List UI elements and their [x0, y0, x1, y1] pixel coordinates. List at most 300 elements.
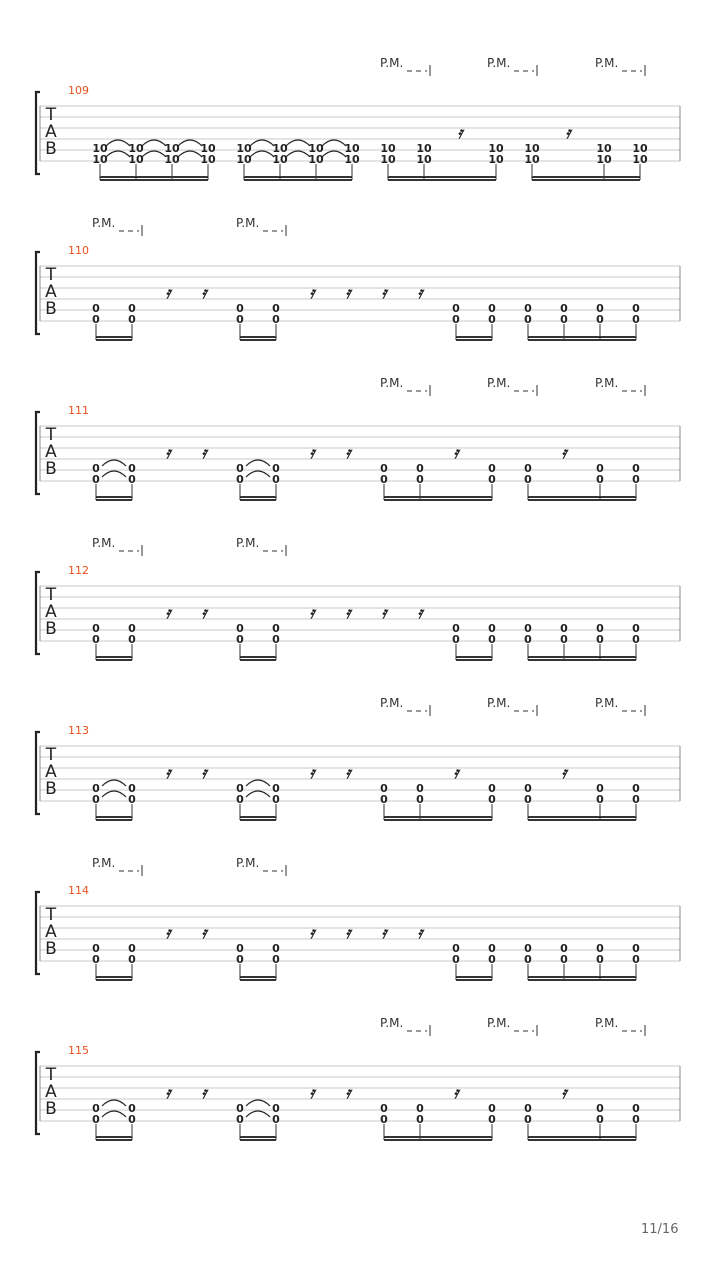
fret-number: 0 — [92, 473, 100, 486]
fret-number: 10 — [632, 142, 648, 155]
fret-number: 0 — [488, 633, 496, 646]
beam — [240, 819, 276, 821]
fret-number: 0 — [236, 313, 244, 326]
beam — [528, 1139, 636, 1141]
fret-number: 0 — [272, 622, 280, 635]
fret-number: 0 — [488, 782, 496, 795]
tab-clef-letter: A — [45, 762, 57, 782]
fret-number: 0 — [596, 793, 604, 806]
palm-mute-label: P.M. — [236, 856, 260, 870]
fret-number: 0 — [128, 462, 136, 475]
fret-number: 0 — [416, 793, 424, 806]
beam — [240, 339, 276, 341]
beam — [528, 499, 636, 501]
fret-number: 0 — [128, 473, 136, 486]
fret-number: 0 — [416, 1102, 424, 1115]
page-number: 11/16 — [641, 1222, 679, 1237]
sixteenth-rest: 𝄿 — [201, 603, 207, 622]
beam — [528, 976, 636, 978]
sixteenth-rest: 𝄿 — [309, 603, 315, 622]
fret-number: 0 — [416, 473, 424, 486]
fret-number: 0 — [92, 1113, 100, 1126]
fret-number: 0 — [452, 302, 460, 315]
tab-clef-letter: B — [45, 299, 57, 319]
fret-number: 0 — [380, 1113, 388, 1126]
tab-clef-letter: B — [45, 139, 57, 159]
sixteenth-rest: 𝄿 — [309, 1083, 315, 1102]
tab-clef-letter: T — [45, 585, 57, 605]
sixteenth-rest: 𝄿 — [165, 763, 171, 782]
measure-number: 114 — [68, 884, 89, 897]
fret-number: 0 — [128, 793, 136, 806]
fret-number: 0 — [236, 942, 244, 955]
sixteenth-rest: 𝄿 — [345, 603, 351, 622]
fret-number: 10 — [596, 153, 612, 166]
beam — [100, 176, 208, 178]
beam — [384, 1136, 492, 1138]
fret-number: 0 — [236, 462, 244, 475]
fret-number: 0 — [632, 782, 640, 795]
fret-number: 0 — [524, 1102, 532, 1115]
tie-arc — [106, 140, 130, 146]
fret-number: 10 — [488, 153, 504, 166]
tie-arc — [142, 140, 166, 146]
fret-number: 0 — [380, 793, 388, 806]
fret-number: 10 — [308, 153, 324, 166]
fret-number: 0 — [92, 302, 100, 315]
fret-number: 0 — [272, 473, 280, 486]
fret-number: 0 — [92, 622, 100, 635]
fret-number: 0 — [524, 782, 532, 795]
beam — [456, 336, 492, 338]
beam — [456, 976, 492, 978]
fret-number: 0 — [596, 633, 604, 646]
beam — [96, 1139, 132, 1141]
fret-number: 0 — [524, 473, 532, 486]
fret-number: 10 — [524, 142, 540, 155]
fret-number: 0 — [596, 462, 604, 475]
fret-number: 0 — [272, 313, 280, 326]
beam — [384, 816, 492, 818]
tab-clef-letter: B — [45, 619, 57, 639]
sixteenth-rest: 𝄿 — [201, 763, 207, 782]
palm-mute-label: P.M. — [92, 536, 116, 550]
fret-number: 0 — [596, 1102, 604, 1115]
beam — [528, 339, 636, 341]
fret-number: 0 — [488, 942, 496, 955]
fret-number: 0 — [560, 313, 568, 326]
beam — [96, 496, 132, 498]
beam — [240, 656, 276, 658]
sixteenth-rest: 𝄿 — [381, 283, 387, 302]
fret-number: 10 — [164, 153, 180, 166]
fret-number: 0 — [272, 1102, 280, 1115]
fret-number: 10 — [200, 142, 216, 155]
fret-number: 0 — [236, 633, 244, 646]
fret-number: 10 — [380, 142, 396, 155]
fret-number: 0 — [416, 1113, 424, 1126]
fret-number: 0 — [632, 622, 640, 635]
beam — [384, 499, 492, 501]
beam — [96, 656, 132, 658]
fret-number: 10 — [92, 142, 108, 155]
fret-number: 10 — [272, 153, 288, 166]
tie-arc — [106, 151, 130, 157]
fret-number: 0 — [596, 942, 604, 955]
tab-clef-letter: T — [45, 105, 57, 125]
palm-mute-label: P.M. — [487, 696, 511, 710]
fret-number: 0 — [632, 942, 640, 955]
sixteenth-rest: 𝄿 — [561, 1083, 567, 1102]
fret-number: 0 — [272, 1113, 280, 1126]
beam — [456, 979, 492, 981]
palm-mute-label: P.M. — [236, 536, 260, 550]
tie-arc — [102, 471, 126, 477]
fret-number: 0 — [380, 473, 388, 486]
fret-number: 0 — [488, 1102, 496, 1115]
fret-number: 0 — [596, 953, 604, 966]
sixteenth-rest: 𝄿 — [165, 1083, 171, 1102]
beam — [96, 1136, 132, 1138]
fret-number: 0 — [560, 302, 568, 315]
sixteenth-rest: 𝄿 — [345, 763, 351, 782]
beam — [100, 179, 208, 181]
fret-number: 10 — [344, 153, 360, 166]
fret-number: 0 — [596, 622, 604, 635]
fret-number: 0 — [524, 313, 532, 326]
tab-clef-letter: B — [45, 779, 57, 799]
fret-number: 0 — [128, 1113, 136, 1126]
beam — [456, 339, 492, 341]
beam — [96, 499, 132, 501]
fret-number: 0 — [92, 633, 100, 646]
beam — [96, 336, 132, 338]
tab-clef-letter: B — [45, 459, 57, 479]
tie-arc — [246, 471, 270, 477]
fret-number: 0 — [632, 1113, 640, 1126]
palm-mute-label: P.M. — [595, 1016, 619, 1030]
tab-clef-letter: T — [45, 1065, 57, 1085]
tie-arc — [322, 140, 346, 146]
beam — [240, 659, 276, 661]
fret-number: 0 — [92, 462, 100, 475]
fret-number: 0 — [560, 953, 568, 966]
fret-number: 10 — [416, 142, 432, 155]
tab-clef-letter: A — [45, 602, 57, 622]
fret-number: 0 — [524, 793, 532, 806]
sixteenth-rest: 𝄿 — [417, 603, 423, 622]
fret-number: 0 — [272, 793, 280, 806]
fret-number: 0 — [524, 942, 532, 955]
sixteenth-rest: 𝄿 — [457, 123, 463, 142]
tab-clef-letter: A — [45, 122, 57, 142]
system-bracket — [36, 732, 40, 814]
fret-number: 10 — [92, 153, 108, 166]
fret-number: 0 — [128, 1102, 136, 1115]
fret-number: 0 — [632, 313, 640, 326]
beam — [240, 1136, 276, 1138]
tie-arc — [178, 151, 202, 157]
fret-number: 0 — [236, 622, 244, 635]
fret-number: 0 — [560, 633, 568, 646]
fret-number: 0 — [128, 942, 136, 955]
tab-clef-letter: T — [45, 265, 57, 285]
tab-clef-letter: A — [45, 922, 57, 942]
system-bracket — [36, 412, 40, 494]
tie-arc — [246, 1111, 270, 1117]
palm-mute-label: P.M. — [380, 696, 404, 710]
fret-number: 10 — [164, 142, 180, 155]
beam — [456, 659, 492, 661]
tab-clef-letter: T — [45, 905, 57, 925]
palm-mute-label: P.M. — [487, 376, 511, 390]
fret-number: 0 — [452, 622, 460, 635]
fret-number: 0 — [596, 473, 604, 486]
fret-number: 0 — [632, 462, 640, 475]
system-bracket — [36, 572, 40, 654]
palm-mute-label: P.M. — [487, 1016, 511, 1030]
tie-arc — [246, 791, 270, 797]
measure-number: 111 — [68, 404, 89, 417]
fret-number: 0 — [596, 302, 604, 315]
tab-clef-letter: T — [45, 425, 57, 445]
fret-number: 10 — [236, 142, 252, 155]
measure-number: 112 — [68, 564, 89, 577]
palm-mute-label: P.M. — [595, 376, 619, 390]
fret-number: 10 — [632, 153, 648, 166]
beam — [528, 336, 636, 338]
beam — [388, 176, 496, 178]
fret-number: 0 — [452, 942, 460, 955]
beam — [388, 179, 496, 181]
fret-number: 0 — [92, 313, 100, 326]
beam — [384, 496, 492, 498]
fret-number: 0 — [524, 622, 532, 635]
system-bracket — [36, 252, 40, 334]
fret-number: 0 — [560, 942, 568, 955]
sixteenth-rest: 𝄿 — [165, 283, 171, 302]
beam — [240, 1139, 276, 1141]
fret-number: 10 — [200, 153, 216, 166]
fret-number: 0 — [272, 782, 280, 795]
sixteenth-rest: 𝄿 — [417, 923, 423, 942]
beam — [240, 336, 276, 338]
tie-arc — [102, 460, 126, 466]
palm-mute-label: P.M. — [595, 696, 619, 710]
fret-number: 0 — [272, 942, 280, 955]
sixteenth-rest: 𝄿 — [165, 443, 171, 462]
fret-number: 0 — [128, 633, 136, 646]
sixteenth-rest: 𝄿 — [201, 923, 207, 942]
fret-number: 0 — [488, 462, 496, 475]
fret-number: 0 — [632, 1102, 640, 1115]
tab-clef-letter: A — [45, 282, 57, 302]
fret-number: 0 — [632, 302, 640, 315]
sixteenth-rest: 𝄿 — [381, 603, 387, 622]
beam — [532, 176, 640, 178]
beam — [96, 819, 132, 821]
fret-number: 0 — [524, 1113, 532, 1126]
fret-number: 0 — [488, 1113, 496, 1126]
beam — [96, 339, 132, 341]
fret-number: 0 — [380, 1102, 388, 1115]
palm-mute-label: P.M. — [595, 56, 619, 70]
fret-number: 0 — [488, 302, 496, 315]
sixteenth-rest: 𝄿 — [165, 923, 171, 942]
beam — [240, 496, 276, 498]
sixteenth-rest: 𝄿 — [201, 1083, 207, 1102]
beam — [528, 979, 636, 981]
fret-number: 0 — [632, 473, 640, 486]
beam — [532, 179, 640, 181]
fret-number: 0 — [488, 953, 496, 966]
sixteenth-rest: 𝄿 — [453, 1083, 459, 1102]
tie-arc — [178, 140, 202, 146]
sixteenth-rest: 𝄿 — [565, 123, 571, 142]
tie-arc — [102, 1100, 126, 1106]
fret-number: 0 — [128, 302, 136, 315]
tie-arc — [250, 140, 274, 146]
fret-number: 10 — [236, 153, 252, 166]
tab-clef-letter: T — [45, 745, 57, 765]
fret-number: 0 — [488, 473, 496, 486]
fret-number: 0 — [92, 782, 100, 795]
fret-number: 0 — [632, 793, 640, 806]
tie-arc — [286, 151, 310, 157]
beam — [528, 659, 636, 661]
beam — [384, 1139, 492, 1141]
sixteenth-rest: 𝄿 — [345, 1083, 351, 1102]
tab-clef-letter: B — [45, 939, 57, 959]
fret-number: 0 — [524, 633, 532, 646]
tie-arc — [322, 151, 346, 157]
fret-number: 0 — [524, 462, 532, 475]
beam — [96, 979, 132, 981]
system-bracket — [36, 892, 40, 974]
fret-number: 0 — [596, 313, 604, 326]
beam — [240, 816, 276, 818]
tie-arc — [246, 1100, 270, 1106]
system-bracket — [36, 92, 40, 174]
fret-number: 0 — [272, 462, 280, 475]
fret-number: 10 — [128, 142, 144, 155]
measure-number: 110 — [68, 244, 89, 257]
fret-number: 0 — [452, 633, 460, 646]
fret-number: 0 — [488, 622, 496, 635]
tie-arc — [250, 151, 274, 157]
beam — [96, 659, 132, 661]
fret-number: 0 — [560, 622, 568, 635]
beam — [244, 176, 352, 178]
fret-number: 0 — [272, 302, 280, 315]
fret-number: 0 — [272, 953, 280, 966]
fret-number: 0 — [452, 313, 460, 326]
palm-mute-label: P.M. — [380, 1016, 404, 1030]
fret-number: 0 — [524, 953, 532, 966]
sixteenth-rest: 𝄿 — [165, 603, 171, 622]
fret-number: 0 — [488, 793, 496, 806]
fret-number: 0 — [128, 782, 136, 795]
fret-number: 0 — [92, 793, 100, 806]
tab-clef-letter: A — [45, 1082, 57, 1102]
sixteenth-rest: 𝄿 — [345, 443, 351, 462]
fret-number: 0 — [92, 1102, 100, 1115]
tie-arc — [102, 791, 126, 797]
sixteenth-rest: 𝄿 — [345, 283, 351, 302]
fret-number: 0 — [380, 782, 388, 795]
beam — [384, 819, 492, 821]
beam — [528, 1136, 636, 1138]
beam — [528, 816, 636, 818]
fret-number: 10 — [380, 153, 396, 166]
fret-number: 0 — [236, 1102, 244, 1115]
fret-number: 10 — [344, 142, 360, 155]
fret-number: 0 — [596, 782, 604, 795]
fret-number: 0 — [92, 953, 100, 966]
fret-number: 10 — [416, 153, 432, 166]
measure-number: 109 — [68, 84, 89, 97]
palm-mute-label: P.M. — [380, 376, 404, 390]
palm-mute-label: P.M. — [92, 856, 116, 870]
fret-number: 0 — [92, 942, 100, 955]
beam — [96, 976, 132, 978]
measure-number: 115 — [68, 1044, 89, 1057]
palm-mute-label: P.M. — [380, 56, 404, 70]
fret-number: 10 — [524, 153, 540, 166]
palm-mute-label: P.M. — [487, 56, 511, 70]
fret-number: 0 — [524, 302, 532, 315]
fret-number: 0 — [236, 1113, 244, 1126]
measure-number: 113 — [68, 724, 89, 737]
sixteenth-rest: 𝄿 — [453, 763, 459, 782]
tab-clef-letter: B — [45, 1099, 57, 1119]
beam — [240, 979, 276, 981]
sixteenth-rest: 𝄿 — [309, 283, 315, 302]
tie-arc — [286, 140, 310, 146]
fret-number: 0 — [236, 793, 244, 806]
beam — [528, 656, 636, 658]
tie-arc — [102, 780, 126, 786]
beam — [244, 179, 352, 181]
fret-number: 0 — [416, 462, 424, 475]
palm-mute-label: P.M. — [92, 216, 116, 230]
fret-number: 10 — [596, 142, 612, 155]
sixteenth-rest: 𝄿 — [561, 763, 567, 782]
tie-arc — [246, 780, 270, 786]
fret-number: 0 — [128, 622, 136, 635]
tie-arc — [102, 1111, 126, 1117]
beam — [528, 819, 636, 821]
fret-number: 0 — [452, 953, 460, 966]
fret-number: 10 — [128, 153, 144, 166]
sixteenth-rest: 𝄿 — [201, 283, 207, 302]
sixteenth-rest: 𝄿 — [381, 923, 387, 942]
system-bracket — [36, 1052, 40, 1134]
fret-number: 0 — [416, 782, 424, 795]
fret-number: 10 — [488, 142, 504, 155]
beam — [240, 499, 276, 501]
fret-number: 0 — [236, 953, 244, 966]
beam — [456, 656, 492, 658]
palm-mute-label: P.M. — [236, 216, 260, 230]
fret-number: 0 — [632, 633, 640, 646]
sixteenth-rest: 𝄿 — [417, 283, 423, 302]
sixteenth-rest: 𝄿 — [345, 923, 351, 942]
sixteenth-rest: 𝄿 — [561, 443, 567, 462]
sixteenth-rest: 𝄿 — [309, 443, 315, 462]
tie-arc — [246, 460, 270, 466]
beam — [96, 816, 132, 818]
